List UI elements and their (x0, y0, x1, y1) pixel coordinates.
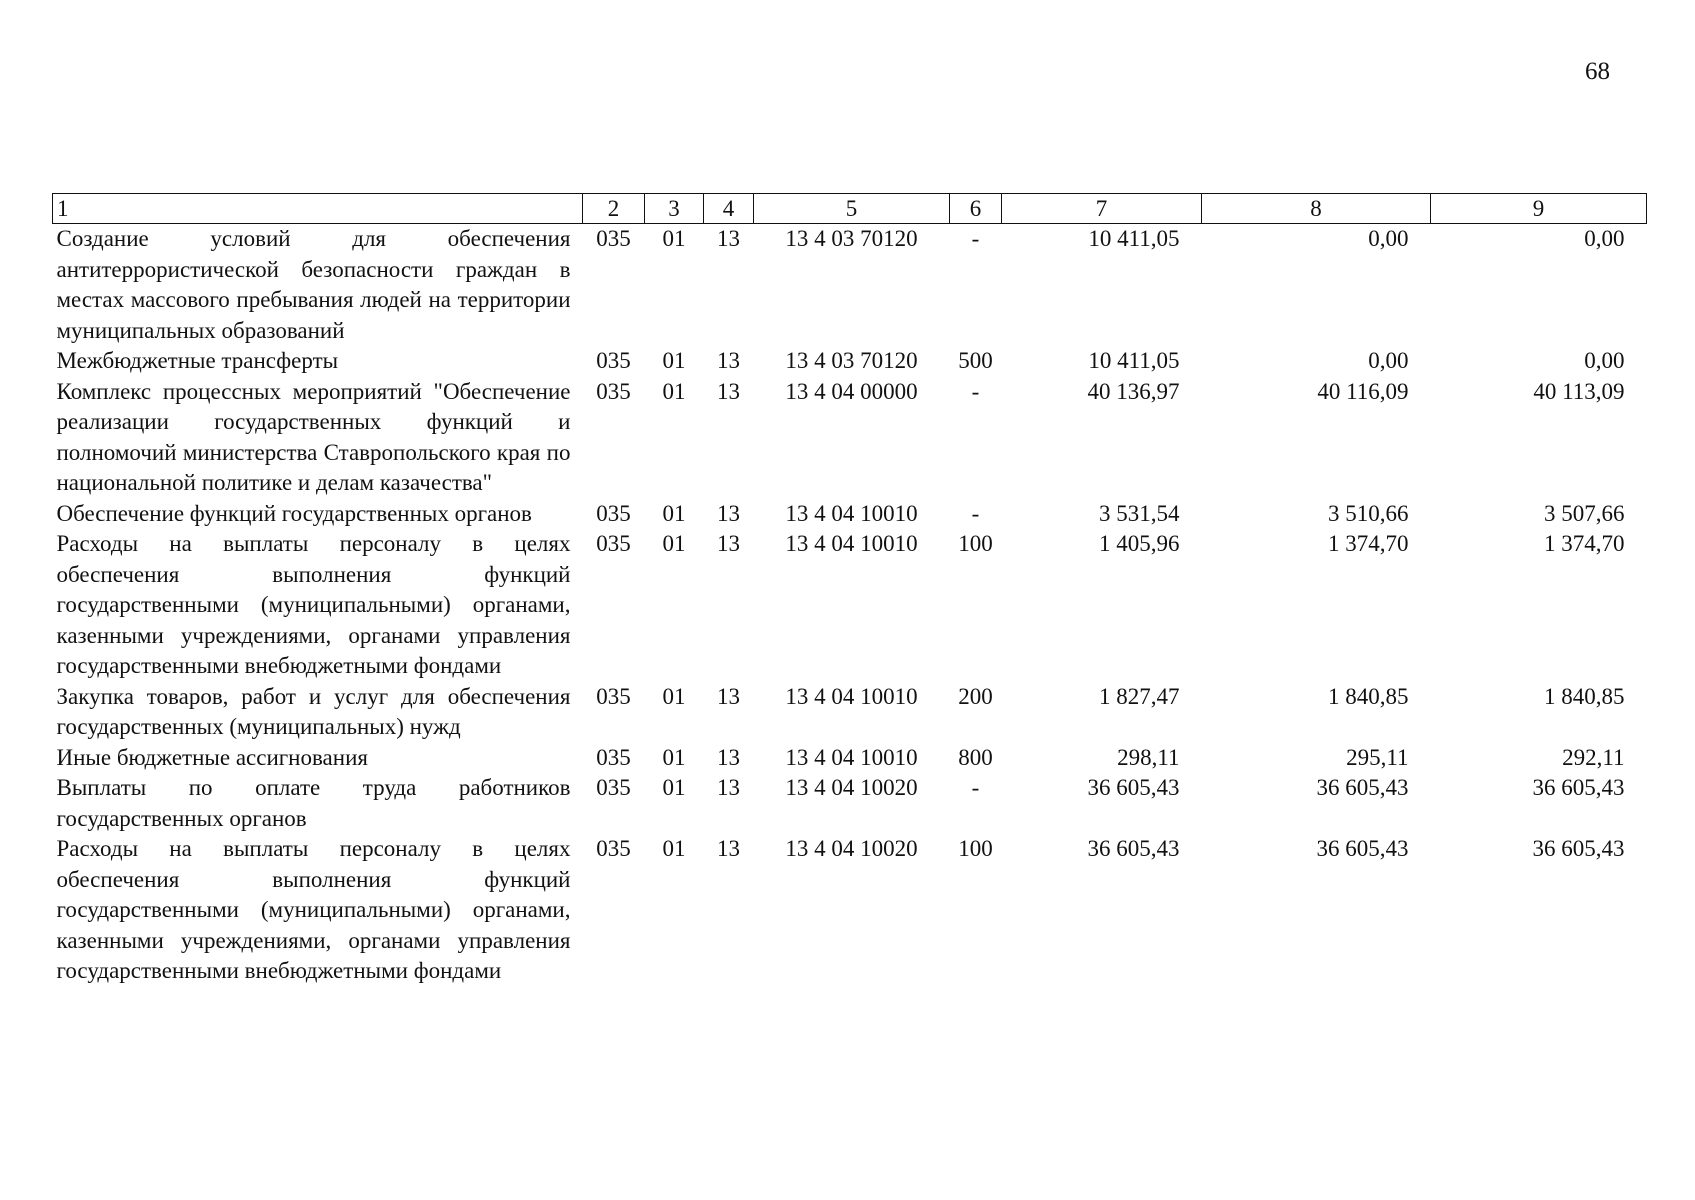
row-sum-2: 1 374,70 (1328, 531, 1409, 556)
row-csr: 13 4 04 10020 (785, 836, 918, 861)
row-pr: 13 (717, 683, 740, 709)
row-vr: - (971, 500, 980, 526)
row-ved: 035 (596, 378, 631, 404)
row-name: Расходы на выплаты персоналу в целях обеспечения выполнения функций государственными (муниципальными) органами, казенными учреждениями, органами управления государственными внебюджетными фондами (56, 836, 571, 983)
row-rz: 01 (662, 744, 686, 770)
row-csr: 13 4 04 10010 (785, 531, 918, 556)
column-header-9: 9 (1431, 194, 1647, 224)
row-ved: 035 (596, 775, 631, 800)
row-vr: - (971, 378, 980, 404)
row-ved: 035 (596, 744, 631, 770)
table-row (53, 743, 1647, 774)
row-sum-2: 1 840,85 (1328, 683, 1409, 709)
row-csr: 13 4 03 70120 (785, 226, 918, 251)
row-vr: - (971, 226, 980, 251)
row-sum-3: 36 605,43 (1532, 775, 1625, 800)
row-pr: 13 (717, 500, 740, 526)
column-header-7: 7 (1002, 194, 1202, 224)
row-sum-2: 0,00 (1368, 226, 1409, 251)
row-sum-3: 0,00 (1584, 226, 1625, 251)
row-pr: 13 (717, 744, 740, 770)
row-pr: 13 (717, 378, 740, 404)
table-row (53, 499, 1647, 530)
row-sum-3: 36 605,43 (1532, 836, 1625, 861)
row-vr: 200 (958, 683, 993, 709)
row-name: Обеспечение функций государственных органов (56, 500, 532, 526)
row-pr: 13 (717, 226, 740, 251)
row-csr: 13 4 03 70120 (785, 348, 918, 373)
row-name: Закупка товаров, работ и услуг для обеспечения государственных (муниципальных) нужд (56, 683, 571, 739)
column-number-header-row (53, 194, 1647, 224)
row-sum-2: 40 116,09 (1317, 378, 1409, 404)
column-header-2: 2 (583, 194, 645, 224)
table-row (53, 224, 1647, 347)
row-pr: 13 (717, 531, 740, 556)
row-vr: - (971, 775, 980, 800)
row-ved: 035 (596, 500, 631, 526)
row-sum-3: 1 840,85 (1544, 683, 1625, 709)
page-number: 68 (1585, 58, 1610, 85)
row-ved: 035 (596, 531, 631, 556)
row-sum-1: 36 605,43 (1087, 836, 1180, 861)
column-header-8: 8 (1202, 194, 1431, 224)
row-sum-1: 298,11 (1117, 744, 1180, 770)
row-sum-2: 36 605,43 (1316, 836, 1409, 861)
row-name: Межбюджетные трансферты (56, 348, 339, 373)
table-row (53, 682, 1647, 743)
row-rz: 01 (662, 683, 686, 709)
row-sum-2: 295,11 (1346, 744, 1409, 770)
table-row (53, 773, 1647, 834)
row-sum-3: 40 113,09 (1533, 378, 1625, 404)
row-ved: 035 (596, 683, 631, 709)
row-name: Создание условий для обеспечения антитеррористической безопасности граждан в местах массового пребывания людей на территории муниципальных образований (56, 226, 571, 343)
column-header-5: 5 (754, 194, 950, 224)
row-sum-1: 10 411,05 (1088, 226, 1180, 251)
table-row (53, 834, 1647, 987)
table-row (53, 377, 1647, 499)
row-name: Выплаты по оплате труда работников государственных органов (56, 775, 571, 831)
row-ved: 035 (596, 836, 631, 861)
row-name: Расходы на выплаты персоналу в целях обеспечения выполнения функций государственными (муниципальными) органами, казенными учреждениями, органами управления государственными внебюджетными фондами (56, 531, 571, 678)
row-sum-1: 40 136,97 (1087, 378, 1180, 404)
row-pr: 13 (717, 836, 740, 861)
column-header-1: 1 (53, 194, 583, 224)
row-rz: 01 (662, 226, 686, 251)
row-vr: 100 (958, 836, 993, 861)
row-sum-1: 10 411,05 (1088, 348, 1180, 373)
row-rz: 01 (662, 348, 686, 373)
row-sum-3: 3 507,66 (1544, 500, 1625, 526)
row-rz: 01 (662, 775, 686, 800)
column-header-3: 3 (645, 194, 704, 224)
row-rz: 01 (662, 531, 686, 556)
budget-table (52, 193, 1647, 987)
column-header-6: 6 (950, 194, 1002, 224)
row-sum-3: 0,00 (1584, 348, 1625, 373)
row-csr: 13 4 04 00000 (785, 378, 918, 404)
row-rz: 01 (662, 378, 686, 404)
row-vr: 500 (958, 348, 993, 373)
row-sum-1: 1 827,47 (1099, 683, 1180, 709)
row-vr: 800 (958, 744, 993, 770)
row-name: Иные бюджетные ассигнования (56, 744, 368, 770)
table-row (53, 529, 1647, 682)
row-vr: 100 (958, 531, 993, 556)
row-ved: 035 (596, 348, 631, 373)
row-csr: 13 4 04 10020 (785, 775, 918, 800)
row-sum-3: 1 374,70 (1544, 531, 1625, 556)
row-sum-1: 36 605,43 (1087, 775, 1180, 800)
row-rz: 01 (662, 500, 686, 526)
row-pr: 13 (717, 775, 740, 800)
row-csr: 13 4 04 10010 (785, 500, 918, 526)
row-ved: 035 (596, 226, 631, 251)
row-rz: 01 (662, 836, 686, 861)
row-pr: 13 (717, 348, 740, 373)
row-sum-2: 3 510,66 (1328, 500, 1409, 526)
row-name: Комплекс процессных мероприятий "Обеспечение реализации государственных функций и полномочий министерства Ставропольского края по национальной политике и делам казачества" (56, 378, 571, 495)
row-sum-2: 0,00 (1368, 348, 1409, 373)
row-csr: 13 4 04 10010 (785, 683, 918, 709)
row-sum-1: 3 531,54 (1099, 500, 1180, 526)
column-header-4: 4 (704, 194, 754, 224)
row-sum-1: 1 405,96 (1099, 531, 1180, 556)
table-row (53, 346, 1647, 377)
row-sum-3: 292,11 (1562, 744, 1625, 770)
row-sum-2: 36 605,43 (1316, 775, 1409, 800)
budget-table-container (52, 193, 1646, 987)
row-csr: 13 4 04 10010 (785, 744, 918, 770)
